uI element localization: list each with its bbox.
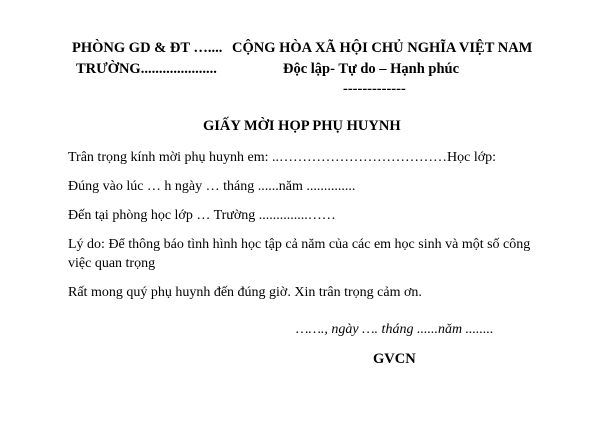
closing-line: Rất mong quý phụ huynh đến đúng giờ. Xin trân trọng cảm ơn. (68, 285, 422, 300)
location-line: Đến tại phòng học lớp … Trường ..............…… (68, 208, 336, 223)
department-name: PHÒNG GD & ĐT ….... (72, 40, 223, 56)
reason-line: Lý do: Để thông báo tình hình học tập cả năm của các em học sinh và một số công (68, 237, 531, 252)
header-separator: ------------- (343, 81, 406, 97)
time-line: Đúng vào lúc … h ngày … tháng ......năm .............. (68, 179, 356, 194)
national-motto: Độc lập- Tự do – Hạnh phúc (283, 61, 460, 77)
reason-line-continued: việc quan trọng (68, 256, 156, 271)
national-title: CỘNG HÒA XÃ HỘI CHỦ NGHĨA VIỆT NAM (232, 40, 533, 56)
date-line: ……., ngày …. tháng ......năm ........ (296, 322, 494, 337)
signer-title: GVCN (373, 351, 416, 367)
school-name: TRƯỜNG..................... (76, 61, 217, 77)
document-title: GIẤY MỜI HỌP PHỤ HUYNH (203, 118, 401, 134)
invitation-line: Trân trọng kính mời phụ huynh em: ..………………………………Học lớp: (68, 150, 497, 165)
